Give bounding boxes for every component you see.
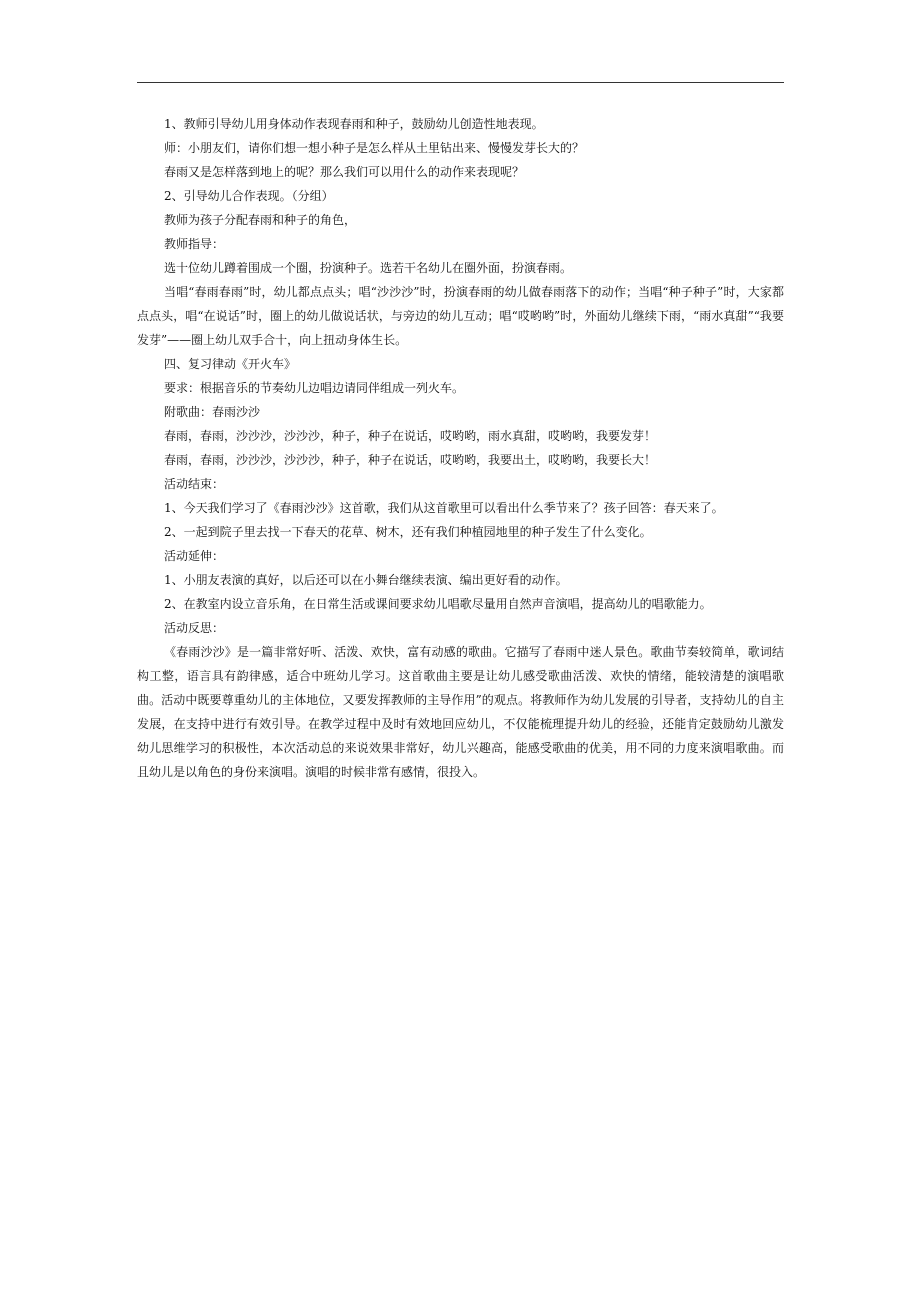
paragraph-group-setup: 选十位幼儿蹲着围成一个圈，扮演种子。选若干名幼儿在圈外面，扮演春雨。 [164, 261, 573, 275]
paragraph-activity-end-1: 1、今天我们学习了《春雨沙沙》这首歌，我们从这首歌里可以看出什么季节来了？孩子回答：春天来了。 [164, 501, 724, 515]
paragraph-lyrics-verse-1: 春雨，春雨，沙沙沙，沙沙沙，种子，种子在说话，哎哟哟，雨水真甜，哎哟哟，我要发芽！ [164, 429, 657, 443]
paragraph-review-rhythm: 四、复习律动《开火车》 [164, 357, 297, 371]
paragraph-song-title: 附歌曲：春雨沙沙 [164, 405, 261, 419]
header-rule [137, 82, 784, 83]
paragraph-reflection-heading: 活动反思： [164, 621, 225, 635]
paragraph-teacher-question: 师：小朋友们，请你们想一想小种子是怎么样从土里钻出来、慢慢发芽长大的？ [164, 141, 585, 155]
paragraph-activity-step-1: 1、教师引导幼儿用身体动作表现春雨和种子，鼓励幼儿创造性地表现。 [164, 117, 544, 131]
paragraph-lyrics-verse-2: 春雨，春雨，沙沙沙，沙沙沙，种子，种子在说话，哎哟哟，我要出土，哎哟哟，我要长大！ [164, 453, 657, 467]
paragraph-reflection-body: 《春雨沙沙》是一篇非常好听、活泼、欢快，富有动感的歌曲。它描写了春雨中迷人景色。歌曲节奏较简单，歌词结构工整，语言具有韵律感，适合中班幼儿学习。这首歌曲主要是让幼儿感受歌曲活泼、欢快的情绪，能较清楚的演唱歌曲。活动中既要尊重幼儿的主体地位，又要发挥教师的主导作用”的观点。将教师作为幼儿发展的引导者，支持幼儿的自主发展，在支持中进行有效引导。在教学过程中及时有效地回应幼儿，不仅能梳理提升幼儿的经验，还能肯定鼓励幼儿激发幼儿思维学习的积极性，本次活动总的来说效果非常好，幼儿兴趣高，能感受歌曲的优美，用不同的力度来演唱歌曲。而且幼儿是以角色的身份来演唱。演唱的时候非常有感情，很投入。 [137, 645, 784, 779]
paragraph-song-actions: 当唱“春雨春雨”时，幼儿都点点头；唱“沙沙沙”时，扮演春雨的幼儿做春雨落下的动作；当唱“种子种子”时，大家都点点头，唱“在说话”时，圈上的幼儿做说话状，与旁边的幼儿互动；唱“哎哟哟”时，外面幼儿继续下雨，“雨水真甜”“我要发芽”——圈上幼儿双手合十，向上扭动身体生长。 [137, 285, 784, 347]
document-body [137, 112, 784, 784]
paragraph-teacher-guidance-heading: 教师指导： [164, 237, 225, 251]
paragraph-role-assignment: 教师为孩子分配春雨和种子的角色， [164, 213, 357, 227]
paragraph-activity-end-2: 2、一起到院子里去找一下春天的花草、树木，还有我们种植园地里的种子发生了什么变化。 [164, 525, 652, 539]
paragraph-requirement: 要求：根据音乐的节奏幼儿边唱边请同伴组成一列火车。 [164, 381, 465, 395]
paragraph-extension-2: 2、在教室内设立音乐角，在日常生活或课间要求幼儿唱歌尽量用自然声音演唱，提高幼儿的唱歌能力。 [164, 597, 712, 611]
paragraph-activity-end-heading: 活动结束： [164, 477, 225, 491]
paragraph-rain-question: 春雨又是怎样落到地上的呢？那么我们可以用什么的动作来表现呢？ [164, 165, 525, 179]
paragraph-extension-heading: 活动延伸： [164, 549, 225, 563]
paragraph-activity-step-2: 2、引导幼儿合作表现。（分组） [164, 189, 334, 203]
paragraph-extension-1: 1、小朋友表演的真好，以后还可以在小舞台继续表演、编出更好看的动作。 [164, 573, 568, 587]
